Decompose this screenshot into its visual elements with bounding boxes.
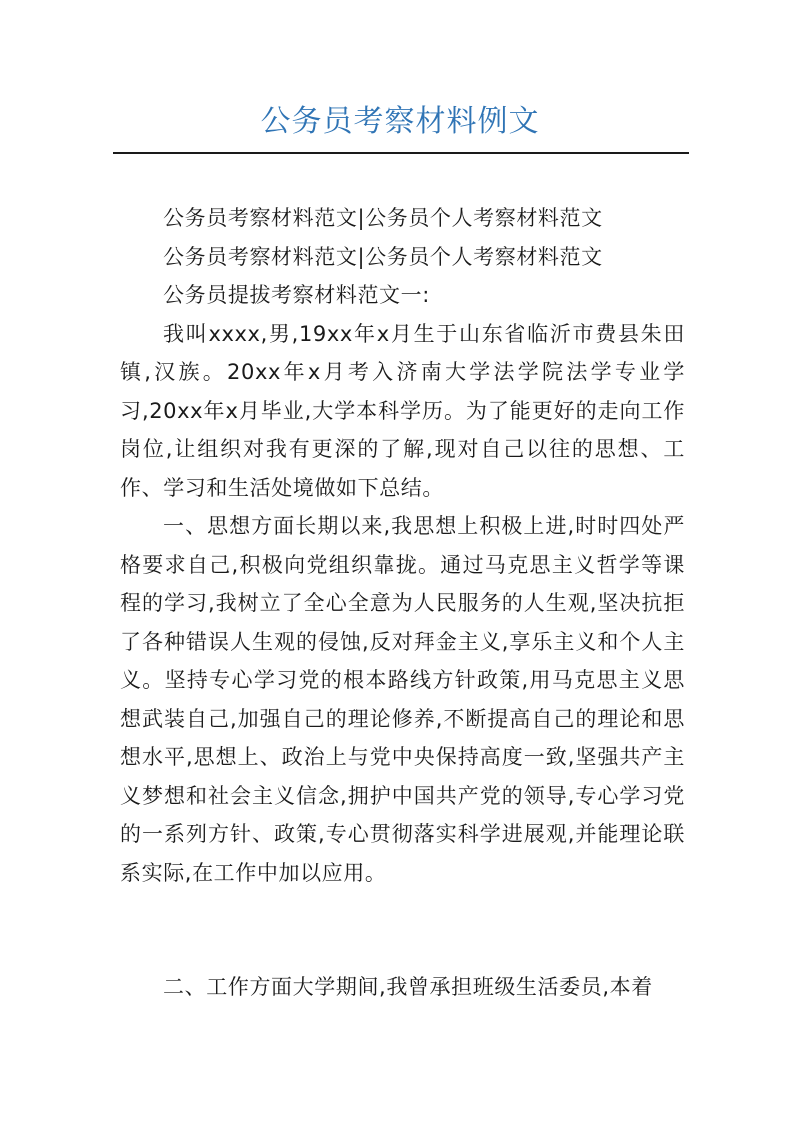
title-underline bbox=[113, 152, 689, 154]
paragraph-intro: 我叫xxxx,男,19xx年x月生于山东省临沂市费县朱田镇,汉族。20xx年x月考入济南大学法学院法学专业学习,20xx年x月毕业,大学本科学历。为了能更好的走向工作岗位,让组织对我有更深的了解,现对自己以往的思想、工作、学习和生活处境做如下总结。 bbox=[120, 321, 685, 500]
document-title: 公务员考察材料例文 bbox=[260, 104, 540, 139]
paragraph-heading-2: 公务员考察材料范文|公务员个人考察材料范文 bbox=[163, 244, 603, 269]
paragraph-work: 二、工作方面大学期间,我曾承担班级生活委员,本着 bbox=[163, 975, 653, 999]
paragraph-subtitle: 公务员提拔考察材料范文一: bbox=[163, 283, 430, 307]
paragraph-ideology: 一、思想方面长期以来,我思想上积极上进,时时四处严格要求自己,积极向党组织靠拢。通过马克思主义哲学等课程的学习,我树立了全心全意为人民服务的人生观,坚决抗拒了各种错误人生观的侵蚀,反对拜金主义,享乐主义和个人主义。坚持专心学习党的根本路线方针政策,用马克思主义思想武装自己,加强自己的理论修养,不断提高自己的理论和思想水平,思想上、政治上与党中央保持高度一致,坚强共产主义梦想和社会主义信念,拥护中国共产党的领导,专心学习党的一系列方针、政策,专心贯彻落实科学进展观,并能理论联系实际,在工作中加以应用。 bbox=[120, 514, 685, 885]
document-body bbox=[120, 199, 685, 1007]
paragraph-heading-1: 公务员考察材料范文|公务员个人考察材料范文 bbox=[163, 206, 603, 230]
